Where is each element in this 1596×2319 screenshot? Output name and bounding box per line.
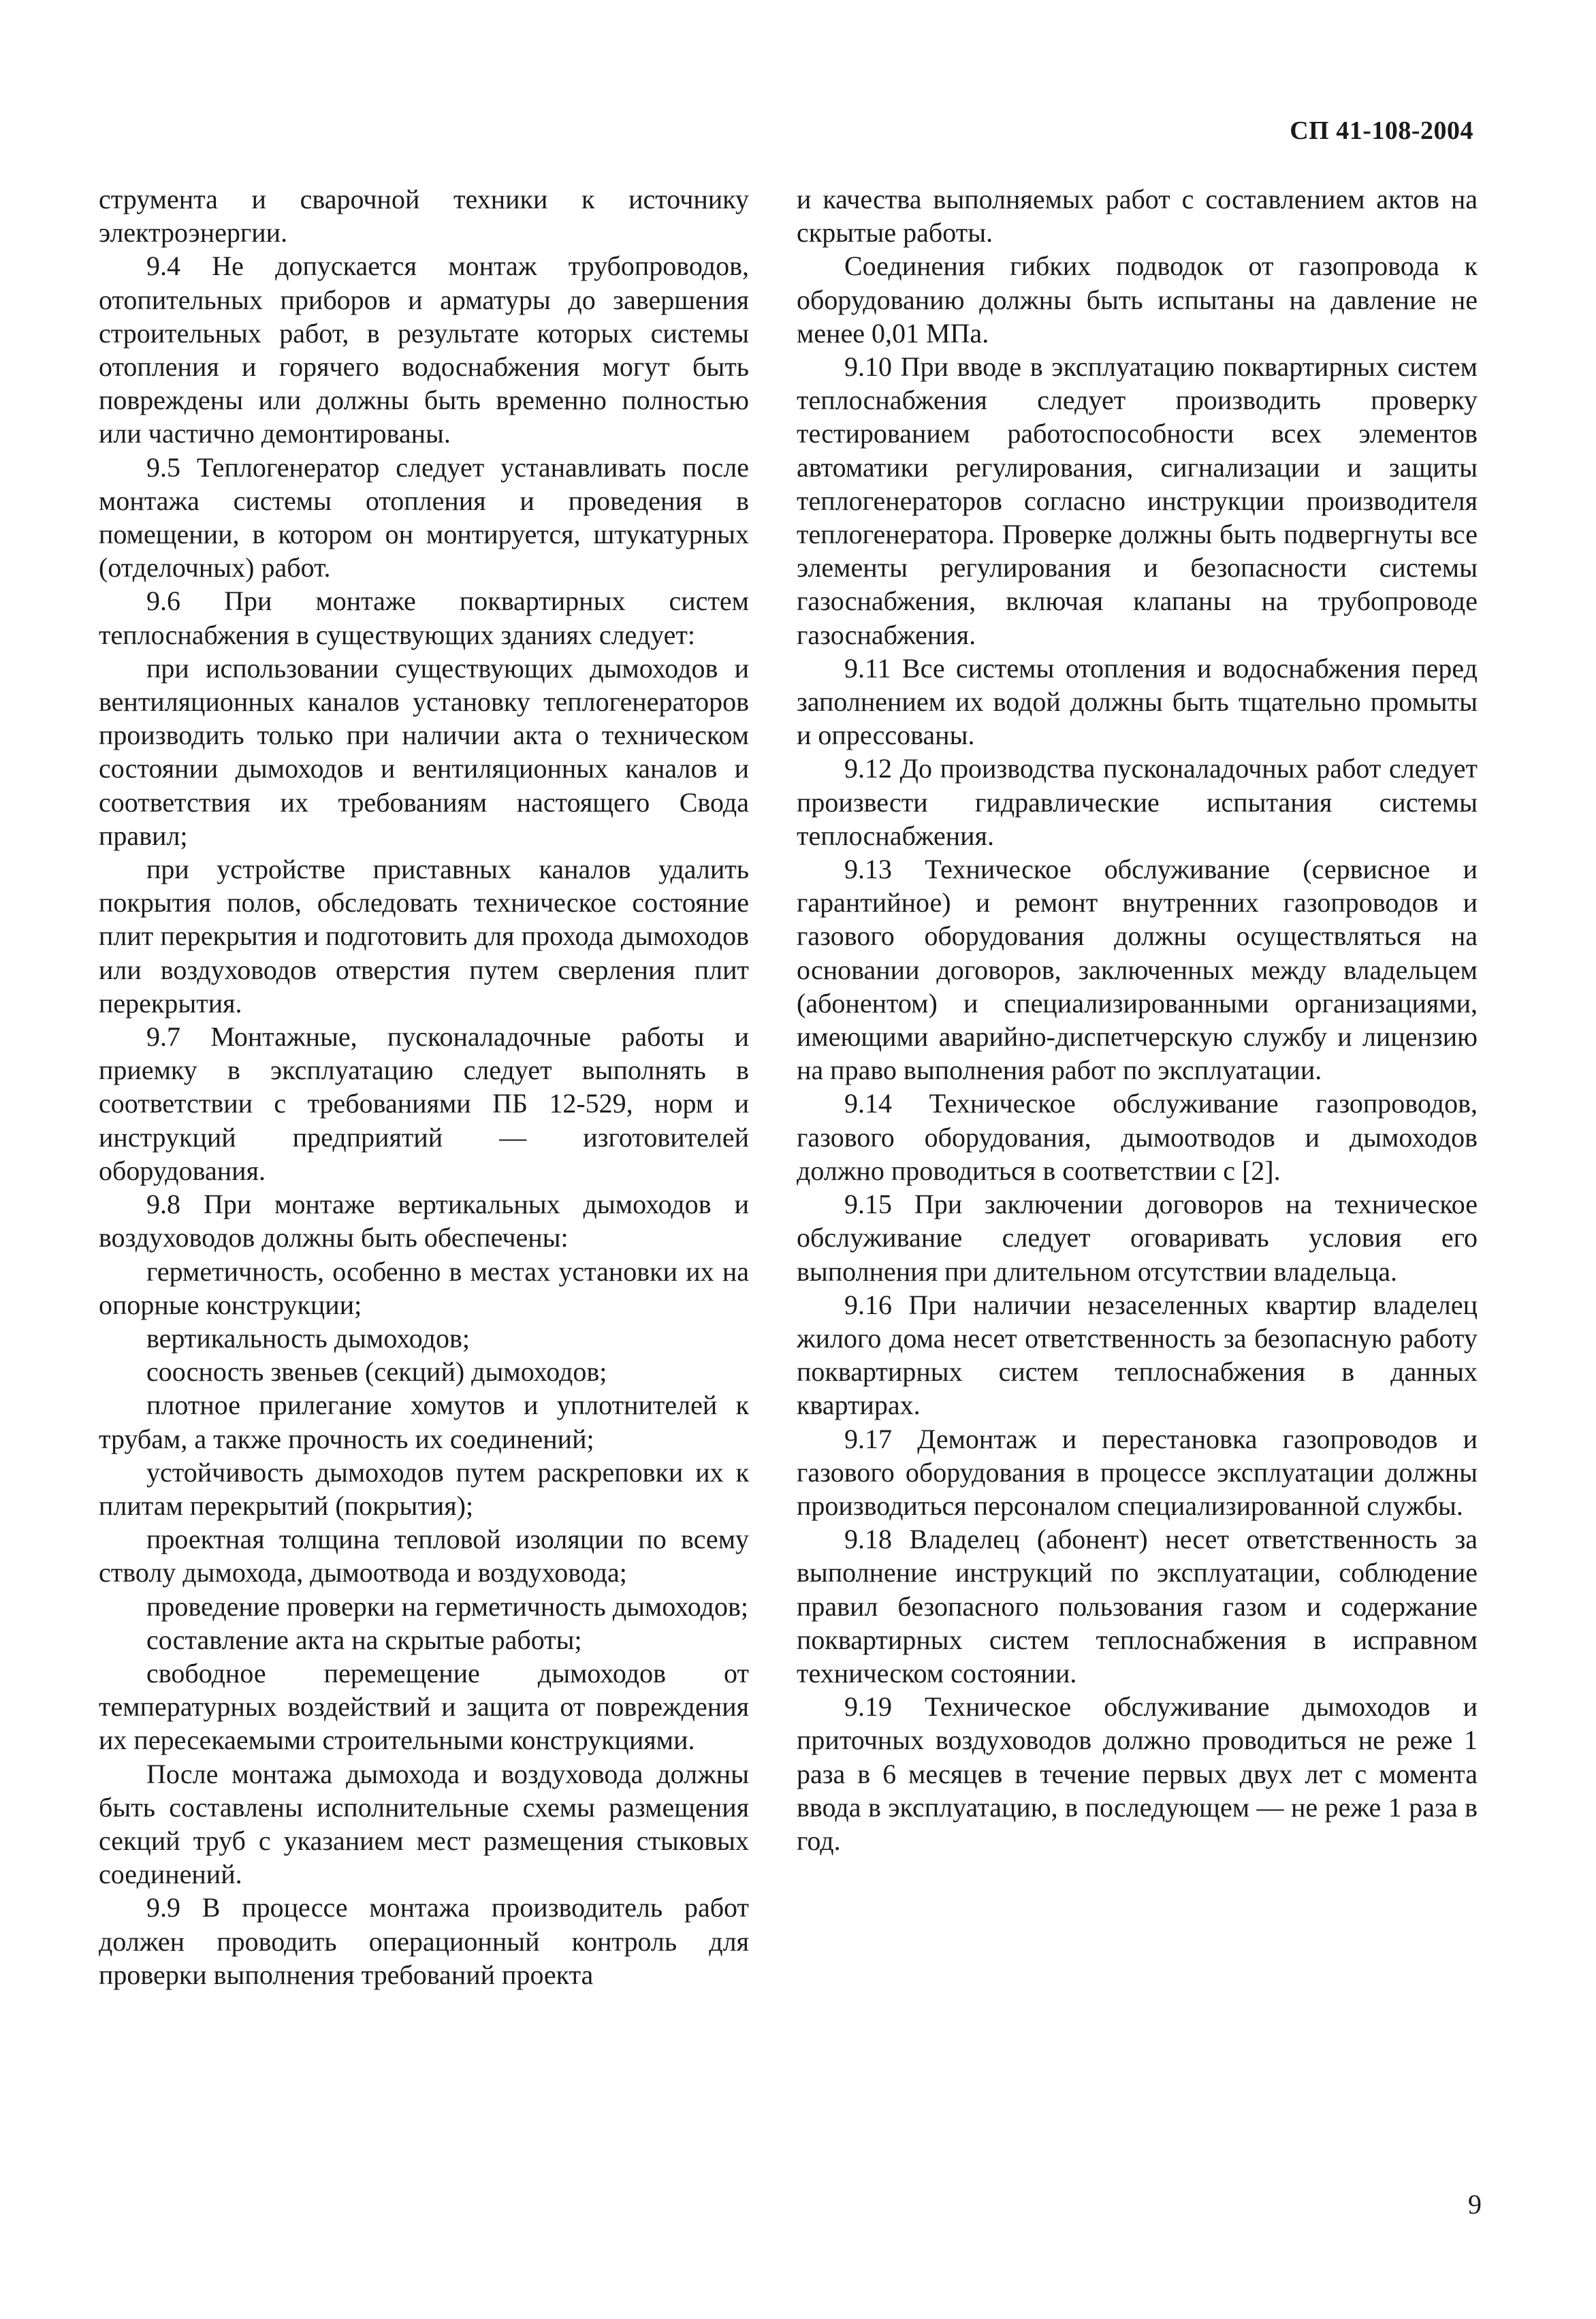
document-code-header: СП 41-108-2004: [1290, 116, 1473, 145]
paragraph: После монтажа дымохода и воздуховода должны быть составлены исполнительные схемы размещения секций труб с указанием мест размещения стыковых соединений.: [99, 1758, 749, 1890]
paragraph-9-9: 9.9 В процессе монтажа производитель работ должен проводить операционный контроль для проверки выполнения требований проекта: [99, 1892, 749, 1990]
paragraph-9-12: 9.12 До производства пусконаладочных работ следует произвести гидравлические испытания системы теплоснабжения.: [797, 753, 1478, 851]
paragraph-9-11: 9.11 Все системы отопления и водоснабжения перед заполнением их водой должны быть тщательно промыты и опрессованы.: [797, 652, 1478, 751]
paragraph-9-19: 9.19 Техническое обслуживание дымоходов и приточных воздуховодов должно проводиться не реже 1 раза в 6 месяцев в течение первых двух лет с момента ввода в эксплуатацию, в последующем — не реже 1 раза в год.: [797, 1691, 1478, 1856]
list-item: устойчивость дымоходов путем раскреповки их к плитам перекрытий (покрытия);: [99, 1456, 749, 1521]
paragraph-9-13: 9.13 Техническое обслуживание (сервисное и гарантийное) и ремонт внутренних газопроводов и газового оборудования должны осуществляться на основании договоров, заключенных между владельцем (абонентом) и специализированными организациями, имеющими аварийно-диспетчерскую службу и лицензию на право выполнения работ по эксплуатации.: [797, 854, 1478, 1086]
list-item: вертикальность дымоходов;: [146, 1322, 470, 1354]
paragraph-9-8: 9.8 При монтаже вертикальных дымоходов и воздуховодов должны быть обеспечены:: [99, 1189, 749, 1253]
list-item: проведение проверки на герметичность дымоходов;: [146, 1590, 748, 1622]
paragraph-9-6: 9.6 При монтаже поквартирных систем теплоснабжения в существующих зданиях следует:: [99, 586, 749, 650]
right-text-column: [797, 182, 1478, 1857]
paragraph-9-5: 9.5 Теплогенератор следует устанавливать после монтажа системы отопления и проведения в помещении, в котором он монтируется, штукатурных (отделочных) работ.: [99, 451, 749, 583]
paragraph-9-14: 9.14 Техническое обслуживание газопроводов, газового оборудования, дымоотводов и дымоходов должно проводиться в соответствии с [2].: [797, 1088, 1478, 1186]
list-item: при устройстве приставных каналов удалить покрытия полов, обследовать техническое состояние плит перекрытия и подготовить для прохода дымоходов или воздуховодов отверстия путем сверления плит перекрытия.: [99, 854, 749, 1019]
list-item: свободное перемещение дымоходов от температурных воздействий и защита от повреждения их пересекаемыми строительными конструкциями.: [99, 1657, 749, 1756]
paragraph-9-15: 9.15 При заключении договоров на техническое обслуживание следует оговаривать условия его выполнения при длительном отсутствии владельца.: [797, 1189, 1478, 1287]
paragraph: струмента и сварочной техники к источнику электроэнергии.: [99, 184, 749, 249]
paragraph-9-16: 9.16 При наличии незаселенных квартир владелец жилого дома несет ответственность за безопасную работу поквартирных систем теплоснабжения в данных квартирах.: [797, 1289, 1478, 1421]
paragraph-9-4: 9.4 Не допускается монтаж трубопроводов, отопительных приборов и арматуры до завершения строительных работ, в результате которых системы отопления и горячего водоснабжения могут быть повреждены или должны быть временно полностью или частично демонтированы.: [99, 251, 749, 449]
list-item: составление акта на скрытые работы;: [146, 1624, 582, 1655]
paragraph-9-17: 9.17 Демонтаж и перестановка газопроводов и газового оборудования в процессе эксплуатации должны производиться персоналом специализированной службы.: [797, 1423, 1478, 1521]
paragraph-9-18: 9.18 Владелец (абонент) несет ответственность за выполнение инструкций по эксплуатации, соблюдение правил безопасного пользования газом и содержание поквартирных систем теплоснабжения в исправном техническом состоянии.: [797, 1524, 1478, 1689]
paragraph: Соединения гибких подводок от газопровода к оборудованию должны быть испытаны на давление не менее 0,01 МПа.: [797, 251, 1478, 349]
paragraph: и качества выполняемых работ с составлением актов на скрытые работы.: [797, 184, 1478, 249]
list-item: плотное прилегание хомутов и уплотнителей к трубам, а также прочность их соединений;: [99, 1390, 749, 1454]
left-text-column: [99, 182, 749, 1992]
page-number: 9: [1468, 2189, 1482, 2220]
paragraph-9-10: 9.10 При вводе в эксплуатацию поквартирных систем теплоснабжения следует производить проверку тестированием работоспособности всех элементов автоматики регулирования, сигнализации и защиты теплогенераторов согласно инструкции производителя теплогенератора. Проверке должны быть подвергнуты все элементы регулирования и безопасности системы газоснабжения, включая клапаны на трубопроводе газоснабжения.: [797, 351, 1478, 650]
list-item: при использовании существующих дымоходов и вентиляционных каналов установку теплогенераторов производить только при наличии акта о техническом состоянии дымоходов и вентиляционных каналов и соответствия их требованиям настоящего Свода правил;: [99, 652, 749, 851]
list-item: соосность звеньев (секций) дымоходов;: [146, 1356, 607, 1388]
paragraph-9-7: 9.7 Монтажные, пусконаладочные работы и приемку в эксплуатацию следует выполнять в соответствии с требованиями ПБ 12-529, норм и инструкций предприятий — изготовителей оборудования.: [99, 1021, 749, 1186]
list-item: проектная толщина тепловой изоляции по всему стволу дымохода, дымоотвода и воздуховода;: [99, 1524, 749, 1588]
list-item: герметичность, особенно в местах установки их на опорные конструкции;: [99, 1256, 749, 1320]
